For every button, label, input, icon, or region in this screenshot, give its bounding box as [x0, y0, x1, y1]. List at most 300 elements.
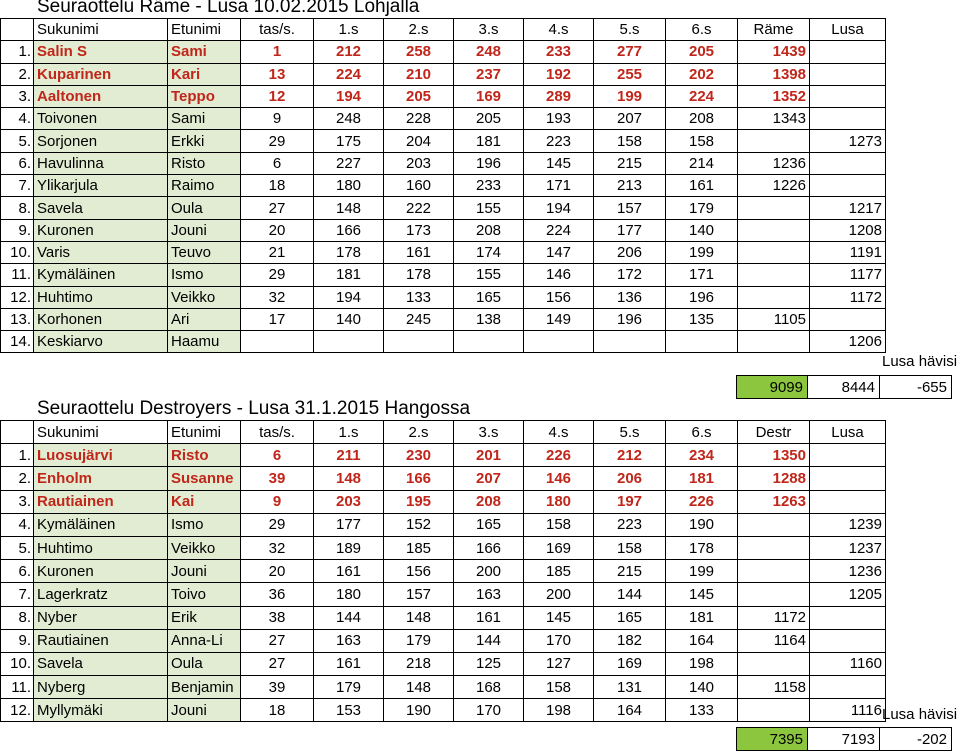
position-cell: 8.: [1, 606, 34, 629]
home-total-cell: 1350: [738, 444, 810, 467]
series-cell: 223: [594, 513, 666, 536]
series-cell: 164: [666, 629, 738, 652]
series-cell: 175: [314, 130, 384, 152]
series-cell: 206: [594, 241, 666, 263]
home-total-cell: 1158: [738, 676, 810, 699]
match1-result-note: Lusa hävisi: [882, 353, 958, 370]
table-row: [1, 286, 886, 308]
handicap-cell: 18: [241, 699, 314, 722]
series-cell: 180: [524, 490, 594, 513]
series-cell: 189: [314, 536, 384, 559]
lusa-total-cell: [810, 444, 886, 467]
series-cell: 144: [594, 583, 666, 606]
series-cell: 161: [666, 175, 738, 197]
series-cell: 205: [454, 108, 524, 130]
header-cell: 6.s: [666, 421, 738, 444]
series-cell: 208: [454, 490, 524, 513]
header-cell: tas/s.: [241, 421, 314, 444]
series-cell: 230: [384, 444, 454, 467]
series-cell: 195: [384, 490, 454, 513]
lastname-cell: Huhtimo: [34, 536, 168, 559]
table-row: [1, 108, 886, 130]
header-cell: Etunimi: [168, 19, 241, 41]
series-cell: 173: [384, 219, 454, 241]
match2-title: Seuraottelu Destroyers - Lusa 31.1.2015 Hangossa: [37, 398, 471, 419]
home-total-cell: [738, 219, 810, 241]
series-cell: 212: [314, 41, 384, 63]
home-total-cell: [738, 130, 810, 152]
position-cell: 2.: [1, 63, 34, 85]
position-cell: 1.: [1, 41, 34, 63]
series-cell: 140: [314, 308, 384, 330]
series-cell: 223: [524, 130, 594, 152]
series-cell: 185: [384, 536, 454, 559]
series-cell: 203: [384, 152, 454, 174]
position-cell: 9.: [1, 629, 34, 652]
lastname-cell: Kuparinen: [34, 63, 168, 85]
lusa-total-cell: [810, 175, 886, 197]
series-cell: 144: [454, 629, 524, 652]
home-total-cell: [738, 652, 810, 675]
header-cell: Etunimi: [168, 421, 241, 444]
lastname-cell: Rautiainen: [34, 490, 168, 513]
table-row: [1, 152, 886, 174]
table-row: [1, 676, 886, 699]
firstname-cell: Erik: [168, 606, 241, 629]
home-total-cell: [738, 560, 810, 583]
table-row: [1, 467, 886, 490]
series-cell: 147: [524, 241, 594, 263]
series-cell: 180: [314, 583, 384, 606]
series-cell: 179: [314, 676, 384, 699]
series-cell: 166: [454, 536, 524, 559]
lusa-total-cell: 1273: [810, 130, 886, 152]
table-row: [1, 331, 886, 353]
lusa-total-cell: [810, 676, 886, 699]
lastname-cell: Nyber: [34, 606, 168, 629]
series-cell: 233: [454, 175, 524, 197]
series-cell: 168: [454, 676, 524, 699]
series-cell: 179: [384, 629, 454, 652]
firstname-cell: Risto: [168, 444, 241, 467]
firstname-cell: Jouni: [168, 699, 241, 722]
match2-total-lusa: 7193: [808, 727, 880, 751]
series-cell: 169: [454, 85, 524, 107]
handicap-cell: 32: [241, 286, 314, 308]
series-cell: 178: [384, 264, 454, 286]
series-cell: 185: [524, 560, 594, 583]
table-row: [1, 130, 886, 152]
series-cell: 207: [454, 467, 524, 490]
series-cell: [524, 331, 594, 353]
firstname-cell: Kai: [168, 490, 241, 513]
table-row: [1, 175, 886, 197]
header-cell: 1.s: [314, 19, 384, 41]
header-cell: 4.s: [524, 19, 594, 41]
table-row: [1, 629, 886, 652]
position-cell: 12.: [1, 699, 34, 722]
lastname-cell: Toivonen: [34, 108, 168, 130]
series-cell: 277: [594, 41, 666, 63]
series-cell: 214: [666, 152, 738, 174]
lastname-cell: Savela: [34, 652, 168, 675]
series-cell: 165: [454, 286, 524, 308]
series-cell: 171: [666, 264, 738, 286]
series-cell: 194: [314, 286, 384, 308]
series-cell: 199: [594, 85, 666, 107]
handicap-cell: 6: [241, 444, 314, 467]
lusa-total-cell: [810, 41, 886, 63]
firstname-cell: Oula: [168, 197, 241, 219]
handicap-cell: 27: [241, 629, 314, 652]
series-cell: 215: [594, 152, 666, 174]
position-cell: 13.: [1, 308, 34, 330]
lusa-total-cell: 1217: [810, 197, 886, 219]
header-cell-blank: [1, 19, 34, 41]
series-cell: 178: [314, 241, 384, 263]
lastname-cell: Keskiarvo: [34, 331, 168, 353]
series-cell: 201: [454, 444, 524, 467]
firstname-cell: Anna-Li: [168, 629, 241, 652]
handicap-cell: 17: [241, 308, 314, 330]
series-cell: 194: [524, 197, 594, 219]
header-cell: Räme: [738, 19, 810, 41]
match1-title: Seuraottelu Räme - Lusa 10.02.2015 Lohjalla: [37, 0, 420, 17]
series-cell: 208: [454, 219, 524, 241]
firstname-cell: Toivo: [168, 583, 241, 606]
handicap-cell: 12: [241, 85, 314, 107]
handicap-cell: 39: [241, 467, 314, 490]
series-cell: [454, 331, 524, 353]
handicap-cell: 39: [241, 676, 314, 699]
series-cell: 155: [454, 197, 524, 219]
series-cell: 166: [314, 219, 384, 241]
firstname-cell: Ismo: [168, 264, 241, 286]
series-cell: 165: [594, 606, 666, 629]
home-total-cell: [738, 583, 810, 606]
lastname-cell: Myllymäki: [34, 699, 168, 722]
series-cell: 157: [594, 197, 666, 219]
series-cell: 197: [594, 490, 666, 513]
lastname-cell: Varis: [34, 241, 168, 263]
series-cell: [384, 331, 454, 353]
lastname-cell: Lagerkratz: [34, 583, 168, 606]
series-cell: 158: [666, 130, 738, 152]
firstname-cell: Raimo: [168, 175, 241, 197]
lastname-cell: Ylikarjula: [34, 175, 168, 197]
match1-table: [0, 18, 886, 353]
table-row: [1, 241, 886, 263]
match2-result-note: Lusa hävisi: [882, 706, 958, 723]
series-cell: 170: [454, 699, 524, 722]
series-cell: 158: [594, 130, 666, 152]
position-cell: 4.: [1, 108, 34, 130]
series-cell: 234: [666, 444, 738, 467]
series-cell: 133: [384, 286, 454, 308]
match2-table: [0, 420, 886, 722]
table-row: [1, 308, 886, 330]
position-cell: 8.: [1, 197, 34, 219]
firstname-cell: Jouni: [168, 560, 241, 583]
lusa-total-cell: [810, 63, 886, 85]
table-row: [1, 536, 886, 559]
series-cell: 158: [524, 676, 594, 699]
lusa-total-cell: [810, 308, 886, 330]
home-total-cell: [738, 699, 810, 722]
series-cell: 148: [384, 606, 454, 629]
series-cell: 169: [594, 652, 666, 675]
series-cell: [666, 331, 738, 353]
handicap-cell: 1: [241, 41, 314, 63]
handicap-cell: 9: [241, 108, 314, 130]
series-cell: 226: [666, 490, 738, 513]
series-cell: 207: [594, 108, 666, 130]
series-cell: 158: [594, 536, 666, 559]
series-cell: 135: [666, 308, 738, 330]
series-cell: 169: [524, 536, 594, 559]
home-total-cell: 1105: [738, 308, 810, 330]
home-total-cell: [738, 241, 810, 263]
series-cell: 196: [666, 286, 738, 308]
home-total-cell: [738, 331, 810, 353]
series-cell: 206: [594, 467, 666, 490]
series-cell: 136: [594, 286, 666, 308]
series-cell: 181: [666, 606, 738, 629]
table-row: [1, 197, 886, 219]
series-cell: 245: [384, 308, 454, 330]
table-row: [1, 560, 886, 583]
lusa-total-cell: 1177: [810, 264, 886, 286]
series-cell: 174: [454, 241, 524, 263]
lusa-total-cell: [810, 606, 886, 629]
series-cell: 193: [524, 108, 594, 130]
series-cell: 131: [594, 676, 666, 699]
table-row: [1, 264, 886, 286]
firstname-cell: Sami: [168, 108, 241, 130]
handicap-cell: 32: [241, 536, 314, 559]
firstname-cell: Veikko: [168, 286, 241, 308]
series-cell: 198: [666, 652, 738, 675]
handicap-cell: 18: [241, 175, 314, 197]
series-cell: 255: [594, 63, 666, 85]
handicap-cell: 29: [241, 264, 314, 286]
handicap-cell: 20: [241, 560, 314, 583]
position-cell: 2.: [1, 467, 34, 490]
series-cell: 177: [594, 219, 666, 241]
position-cell: 11.: [1, 264, 34, 286]
match1-total-lusa: 8444: [808, 375, 880, 399]
match1-totals: [736, 375, 952, 399]
header-cell: Lusa: [810, 421, 886, 444]
header-cell: Destr: [738, 421, 810, 444]
series-cell: 289: [524, 85, 594, 107]
table-row: [1, 41, 886, 63]
home-total-cell: 1226: [738, 175, 810, 197]
series-cell: 160: [384, 175, 454, 197]
home-total-cell: [738, 536, 810, 559]
header-cell: 4.s: [524, 421, 594, 444]
header-cell: 3.s: [454, 421, 524, 444]
series-cell: 152: [384, 513, 454, 536]
home-total-cell: 1398: [738, 63, 810, 85]
series-cell: 145: [524, 606, 594, 629]
handicap-cell: 36: [241, 583, 314, 606]
series-cell: 190: [384, 699, 454, 722]
series-cell: 224: [666, 85, 738, 107]
series-cell: 200: [524, 583, 594, 606]
home-total-cell: 1288: [738, 467, 810, 490]
series-cell: 248: [314, 108, 384, 130]
handicap-cell: 29: [241, 130, 314, 152]
lastname-cell: Korhonen: [34, 308, 168, 330]
lusa-total-cell: 1172: [810, 286, 886, 308]
table-row: [1, 513, 886, 536]
firstname-cell: Teppo: [168, 85, 241, 107]
series-cell: 125: [454, 652, 524, 675]
lusa-total-cell: 1160: [810, 652, 886, 675]
series-cell: 196: [454, 152, 524, 174]
header-cell-blank: [1, 421, 34, 444]
series-cell: 171: [524, 175, 594, 197]
series-cell: 198: [524, 699, 594, 722]
series-cell: 228: [384, 108, 454, 130]
lusa-total-cell: 1208: [810, 219, 886, 241]
table-row: [1, 219, 886, 241]
lastname-cell: Salin S: [34, 41, 168, 63]
series-cell: 233: [524, 41, 594, 63]
position-cell: 5.: [1, 130, 34, 152]
position-cell: 5.: [1, 536, 34, 559]
lusa-total-cell: 1239: [810, 513, 886, 536]
series-cell: 224: [524, 219, 594, 241]
home-total-cell: 1343: [738, 108, 810, 130]
home-total-cell: 1439: [738, 41, 810, 63]
series-cell: 226: [524, 444, 594, 467]
series-cell: 178: [666, 536, 738, 559]
lusa-total-cell: [810, 85, 886, 107]
table-row: [1, 490, 886, 513]
handicap-cell: [241, 331, 314, 353]
series-cell: 180: [314, 175, 384, 197]
table-row: [1, 85, 886, 107]
series-cell: 211: [314, 444, 384, 467]
firstname-cell: Erkki: [168, 130, 241, 152]
series-cell: 156: [384, 560, 454, 583]
header-cell: Lusa: [810, 19, 886, 41]
lastname-cell: Huhtimo: [34, 286, 168, 308]
table-row: [1, 444, 886, 467]
series-cell: 218: [384, 652, 454, 675]
series-cell: 148: [384, 676, 454, 699]
series-cell: 140: [666, 676, 738, 699]
firstname-cell: Ismo: [168, 513, 241, 536]
home-total-cell: 1172: [738, 606, 810, 629]
lusa-total-cell: 1206: [810, 331, 886, 353]
position-cell: 14.: [1, 331, 34, 353]
series-cell: 140: [666, 219, 738, 241]
series-cell: 127: [524, 652, 594, 675]
lastname-cell: Luosujärvi: [34, 444, 168, 467]
position-cell: 6.: [1, 560, 34, 583]
series-cell: 202: [666, 63, 738, 85]
series-cell: 148: [314, 197, 384, 219]
series-cell: 194: [314, 85, 384, 107]
header-cell: 5.s: [594, 19, 666, 41]
series-cell: 237: [454, 63, 524, 85]
series-cell: 172: [594, 264, 666, 286]
series-cell: 199: [666, 241, 738, 263]
series-cell: 148: [314, 467, 384, 490]
position-cell: 1.: [1, 444, 34, 467]
series-cell: 144: [314, 606, 384, 629]
lusa-total-cell: [810, 629, 886, 652]
firstname-cell: Risto: [168, 152, 241, 174]
lastname-cell: Havulinna: [34, 152, 168, 174]
series-cell: [594, 331, 666, 353]
series-cell: 208: [666, 108, 738, 130]
handicap-cell: 27: [241, 652, 314, 675]
series-cell: 205: [666, 41, 738, 63]
lusa-total-cell: [810, 152, 886, 174]
lusa-total-cell: [810, 490, 886, 513]
header-cell: tas/s.: [241, 19, 314, 41]
lastname-cell: Rautiainen: [34, 629, 168, 652]
lastname-cell: Enholm: [34, 467, 168, 490]
series-cell: 248: [454, 41, 524, 63]
home-total-cell: [738, 513, 810, 536]
series-cell: 155: [454, 264, 524, 286]
header-cell: 2.s: [384, 421, 454, 444]
series-cell: 145: [524, 152, 594, 174]
firstname-cell: Benjamin: [168, 676, 241, 699]
header-cell: 6.s: [666, 19, 738, 41]
header-cell: 2.s: [384, 19, 454, 41]
series-cell: 157: [384, 583, 454, 606]
lastname-cell: Savela: [34, 197, 168, 219]
table-row: [1, 63, 886, 85]
series-cell: 258: [384, 41, 454, 63]
position-cell: 6.: [1, 152, 34, 174]
lastname-cell: Aaltonen: [34, 85, 168, 107]
series-cell: 179: [666, 197, 738, 219]
firstname-cell: Susanne: [168, 467, 241, 490]
header-cell: Sukunimi: [34, 19, 168, 41]
lastname-cell: Kymäläinen: [34, 513, 168, 536]
series-cell: 224: [314, 63, 384, 85]
home-total-cell: 1263: [738, 490, 810, 513]
handicap-cell: 6: [241, 152, 314, 174]
lusa-total-cell: 1237: [810, 536, 886, 559]
position-cell: 10.: [1, 241, 34, 263]
home-total-cell: [738, 264, 810, 286]
series-cell: 156: [524, 286, 594, 308]
firstname-cell: Sami: [168, 41, 241, 63]
header-cell: 1.s: [314, 421, 384, 444]
lastname-cell: Sorjonen: [34, 130, 168, 152]
header-row: [1, 19, 886, 41]
home-total-cell: 1352: [738, 85, 810, 107]
firstname-cell: Oula: [168, 652, 241, 675]
series-cell: 177: [314, 513, 384, 536]
series-cell: 163: [454, 583, 524, 606]
position-cell: 7.: [1, 175, 34, 197]
table-row: [1, 652, 886, 675]
series-cell: 133: [666, 699, 738, 722]
series-cell: 227: [314, 152, 384, 174]
lastname-cell: Kuronen: [34, 560, 168, 583]
handicap-cell: 27: [241, 197, 314, 219]
series-cell: [314, 331, 384, 353]
